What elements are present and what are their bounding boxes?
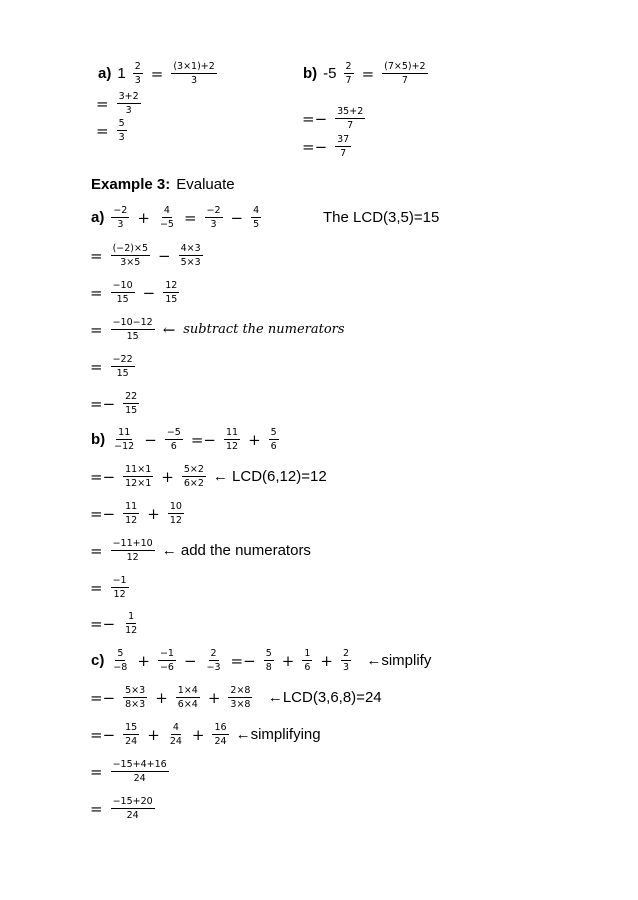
- numerator: 11: [125, 501, 138, 512]
- math-line: [86, 758, 173, 785]
- denominator: −3: [206, 662, 221, 673]
- operator: =: [150, 64, 164, 83]
- operator: −: [183, 651, 197, 670]
- fraction: [251, 204, 261, 231]
- numerator: −2: [113, 205, 128, 216]
- operator: =: [90, 578, 103, 597]
- denominator: 6×4: [177, 699, 198, 710]
- math-line: [86, 610, 143, 637]
- fraction: [344, 60, 354, 87]
- annotation-text: subtract the numerators: [183, 322, 345, 337]
- math-line: [92, 117, 131, 144]
- fraction: [123, 390, 139, 417]
- numerator: 5: [118, 118, 125, 129]
- denominator: −5: [159, 219, 174, 230]
- fraction: [158, 204, 176, 231]
- fraction: [382, 60, 427, 87]
- denominator: 3: [210, 219, 217, 230]
- numerator: −5: [166, 427, 181, 438]
- denominator: 12: [125, 625, 138, 636]
- math-line: [298, 105, 369, 132]
- operator: +: [147, 725, 160, 744]
- denominator: 24: [169, 736, 182, 747]
- operator: =: [96, 94, 109, 113]
- operator: =−: [90, 394, 116, 413]
- denominator: 6×2: [183, 478, 204, 489]
- denominator: −8: [113, 662, 128, 673]
- numerator: 1: [304, 648, 311, 659]
- denominator: 15: [116, 294, 129, 305]
- numerator: 12: [165, 280, 178, 291]
- numerator: 16: [214, 722, 227, 733]
- denominator: 12: [126, 552, 139, 563]
- numerator: 11×1: [125, 464, 152, 475]
- operator: +: [137, 208, 150, 227]
- operator: =: [90, 357, 103, 376]
- part-label: b): [91, 431, 106, 448]
- part-label: a): [98, 65, 112, 82]
- fraction: [111, 242, 150, 269]
- fraction: [111, 795, 155, 822]
- fraction: [111, 537, 155, 564]
- numerator: 2: [345, 61, 352, 72]
- denominator: 5×3: [180, 257, 201, 268]
- math-line: [86, 242, 207, 269]
- numerator: 5×3: [125, 685, 146, 696]
- denominator: 3: [125, 105, 132, 116]
- math-line: [86, 353, 139, 380]
- fraction: [212, 721, 228, 748]
- numerator: 2: [134, 61, 141, 72]
- numerator: −2: [206, 205, 221, 216]
- numerator: −10: [112, 280, 133, 291]
- denominator: 8: [265, 662, 272, 673]
- fraction: [165, 426, 183, 453]
- math-line: [86, 537, 314, 564]
- fraction: [179, 242, 203, 269]
- part-label: c): [91, 652, 105, 669]
- denominator: 24: [126, 810, 139, 821]
- numerator: 5: [117, 648, 124, 659]
- math-line: [86, 463, 330, 490]
- operator: −: [230, 208, 244, 227]
- text: ←simplifying: [235, 726, 321, 743]
- math-line: [86, 721, 324, 748]
- numerator: 15: [125, 722, 138, 733]
- fraction: [117, 117, 127, 144]
- operator: =−: [90, 725, 116, 744]
- denominator: 3: [342, 662, 349, 673]
- fraction: [111, 353, 135, 380]
- fraction: [205, 647, 223, 674]
- fraction: [335, 105, 365, 132]
- fraction: [123, 463, 153, 490]
- fraction: [123, 610, 139, 637]
- math-line: [86, 279, 183, 306]
- denominator: 12: [225, 441, 239, 452]
- operator: =: [90, 320, 103, 339]
- operator: +: [147, 504, 160, 523]
- operator: =: [90, 283, 103, 302]
- numerator: 2×8: [230, 685, 251, 696]
- fraction: [123, 500, 139, 527]
- numerator: −11+10: [112, 538, 153, 549]
- numerator: 11: [118, 427, 131, 438]
- operator: ←: [162, 320, 176, 339]
- math-line: [320, 209, 442, 226]
- math-line: [86, 795, 159, 822]
- denominator: 12: [169, 515, 182, 526]
- fraction: [302, 647, 312, 674]
- fraction: [163, 279, 179, 306]
- denominator: 3: [191, 75, 198, 86]
- math-line: [92, 90, 145, 117]
- fraction: [112, 426, 136, 453]
- numerator: 11: [225, 427, 239, 438]
- math-line: [95, 60, 221, 87]
- fraction: [111, 204, 129, 231]
- numerator: 2: [342, 648, 349, 659]
- numerator: 5: [270, 427, 277, 438]
- denominator: 7: [345, 75, 352, 86]
- numerator: (7×5)+2: [384, 61, 426, 72]
- operator: +: [207, 688, 221, 707]
- text: The LCD(3,5)=15: [323, 209, 440, 226]
- operator: =−: [90, 614, 116, 633]
- denominator: 3: [117, 219, 124, 230]
- fraction: [168, 721, 184, 748]
- denominator: 3: [134, 75, 141, 86]
- fraction: [111, 574, 129, 601]
- fraction: [269, 426, 279, 453]
- fraction: [224, 426, 240, 453]
- fraction: [111, 647, 129, 674]
- operator: =: [361, 64, 375, 83]
- numerator: 4×3: [180, 243, 201, 254]
- math-line: [298, 133, 355, 160]
- text: ← LCD(6,12)=12: [212, 468, 327, 485]
- math-line: [86, 316, 345, 343]
- fraction: [168, 500, 184, 527]
- numerator: −1: [159, 648, 174, 659]
- numerator: 10: [169, 501, 182, 512]
- math-line: [88, 204, 265, 231]
- text: Evaluate: [176, 176, 235, 193]
- denominator: 7: [401, 75, 408, 86]
- numerator: −15+20: [112, 796, 153, 807]
- text: ← add the numerators: [161, 542, 311, 559]
- operator: +: [320, 651, 333, 670]
- denominator: 15: [116, 368, 129, 379]
- fraction: [158, 647, 176, 674]
- fraction: [111, 279, 135, 306]
- numerator: 1: [128, 611, 135, 622]
- math-line: [86, 500, 188, 527]
- operator: −: [144, 430, 157, 449]
- operator: +: [155, 688, 168, 707]
- operator: =−: [302, 109, 328, 128]
- numerator: −22: [112, 354, 133, 365]
- text: 1: [117, 65, 126, 82]
- denominator: 3: [118, 132, 125, 143]
- math-line: [300, 60, 432, 87]
- operator: +: [191, 725, 205, 744]
- text: ←LCD(3,6,8)=24: [259, 689, 382, 706]
- numerator: 35+2: [337, 106, 364, 117]
- fraction: [117, 90, 141, 117]
- numerator: 22: [125, 391, 138, 402]
- numerator: 4: [253, 205, 260, 216]
- denominator: 15: [125, 405, 138, 416]
- denominator: 6: [270, 441, 277, 452]
- operator: =: [183, 208, 197, 227]
- denominator: 15: [126, 331, 139, 342]
- fraction: [228, 684, 252, 711]
- operator: +: [248, 430, 261, 449]
- denominator: 7: [340, 148, 347, 159]
- denominator: 3×8: [230, 699, 251, 710]
- numerator: 2: [210, 648, 217, 659]
- fraction: [341, 647, 351, 674]
- numerator: 4: [172, 722, 179, 733]
- math-line: [88, 176, 238, 193]
- part-label: Example 3:: [91, 176, 171, 193]
- fraction: [176, 684, 200, 711]
- denominator: 15: [165, 294, 178, 305]
- denominator: 8×3: [125, 699, 146, 710]
- numerator: 37: [337, 134, 350, 145]
- denominator: 24: [133, 773, 146, 784]
- denominator: 12: [113, 589, 126, 600]
- numerator: 5: [265, 648, 272, 659]
- operator: =−: [230, 651, 256, 670]
- denominator: −6: [159, 662, 174, 673]
- fraction: [123, 684, 147, 711]
- fraction: [264, 647, 274, 674]
- operator: =−: [302, 137, 328, 156]
- denominator: 12: [125, 515, 138, 526]
- text: -5: [323, 65, 337, 82]
- operator: =: [96, 121, 109, 140]
- fraction: [111, 316, 155, 343]
- operator: =: [90, 799, 103, 818]
- operator: +: [161, 467, 174, 486]
- operator: =−: [90, 688, 116, 707]
- denominator: 3×5: [120, 257, 141, 268]
- denominator: 7: [347, 120, 354, 131]
- math-line: [86, 574, 133, 601]
- fraction: [182, 463, 206, 490]
- numerator: 3+2: [118, 91, 139, 102]
- denominator: 5: [253, 219, 260, 230]
- operator: =: [90, 246, 103, 265]
- numerator: −10−12: [112, 317, 153, 328]
- numerator: 4: [163, 205, 170, 216]
- operator: −: [142, 283, 156, 302]
- part-label: a): [91, 209, 105, 226]
- denominator: 6: [170, 441, 177, 452]
- numerator: 5×2: [183, 464, 204, 475]
- math-line: [88, 426, 283, 453]
- numerator: 1×4: [177, 685, 198, 696]
- denominator: 24: [214, 736, 227, 747]
- operator: +: [137, 651, 150, 670]
- operator: +: [281, 651, 295, 670]
- fraction: [205, 204, 223, 231]
- numerator: (3×1)+2: [173, 61, 215, 72]
- numerator: −1: [112, 575, 127, 586]
- denominator: 24: [125, 736, 138, 747]
- part-label: b): [303, 65, 318, 82]
- math-line: [86, 684, 385, 711]
- denominator: 12×1: [125, 478, 152, 489]
- fraction: [335, 133, 351, 160]
- operator: =: [90, 541, 103, 560]
- denominator: 6: [304, 662, 311, 673]
- numerator: −15+4+16: [112, 759, 167, 770]
- operator: −: [158, 246, 171, 265]
- operator: =−: [190, 430, 216, 449]
- text: ←simplify: [357, 652, 432, 669]
- operator: =−: [90, 467, 116, 486]
- math-line: [88, 647, 434, 674]
- denominator: −12: [114, 441, 135, 452]
- math-line: [86, 390, 143, 417]
- operator: =−: [90, 504, 116, 523]
- operator: =: [90, 762, 103, 781]
- fraction: [171, 60, 216, 87]
- fraction: [133, 60, 143, 87]
- numerator: (−2)×5: [112, 243, 148, 254]
- fraction: [123, 721, 139, 748]
- fraction: [111, 758, 169, 785]
